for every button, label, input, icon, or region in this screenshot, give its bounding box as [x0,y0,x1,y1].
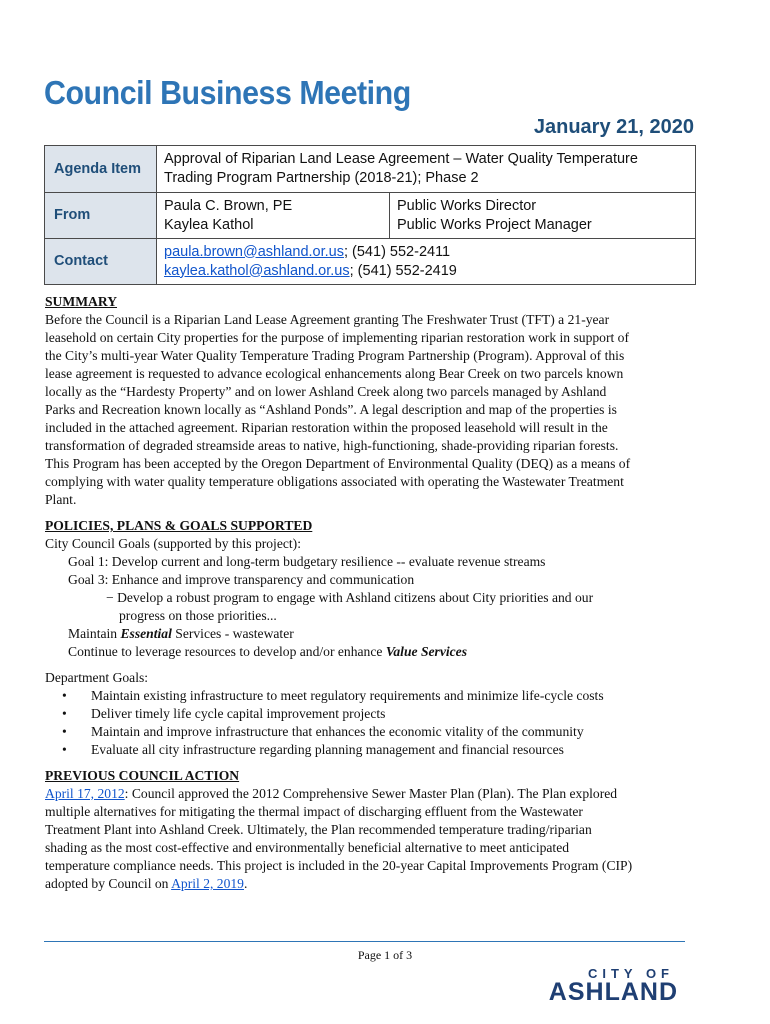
policies-heading: POLICIES, PLANS & GOALS SUPPORTED [45,518,313,533]
from-name: Kaylea Kathol [164,216,254,233]
from-titles [390,193,696,239]
contact-phone: ; (541) 552-2411 [343,243,451,260]
logo-city-of: CITY OF [587,966,674,981]
summary-line: Plant. [45,492,77,507]
summary-paragraph [45,311,705,509]
summary-line: This Program has been accepted by the Oregon Department of Environmental Quality (DEQ) as a means of [45,456,631,471]
logo-ashland: ASHLAND [548,978,678,1006]
previous-line: Treatment Plant into Ashland Creek. Ultimately, the Plan recommended temperature trading/riparian [45,822,592,837]
contact-email-link[interactable]: paula.brown@ashland.or.us [164,243,344,260]
contact-label: Contact [45,239,157,285]
summary-line: transformation of degraded streamside areas to native, high-functioning, shade-providing riparian forests. [45,438,619,453]
summary-line: leasehold on certain City properties for the purpose of implementing riparian restoration work in support of [45,330,630,345]
summary-line: included in the attached agreement. Riparian restoration within the proposed leasehold will result in the [45,420,608,435]
date-link-2012[interactable]: April 17, 2012 [45,786,125,801]
council-goal: Goal 3: Enhance and improve transparency and communication [68,572,415,587]
meeting-date: January 21, 2020 [533,116,694,138]
previous-line: shading as the most cost-effective and environmentally beneficial alternative to meet anticipated [45,840,570,855]
bullet-icon: • [62,688,67,703]
department-goal-item: • Maintain and improve infrastructure that enhances the economic vitality of the community [62,724,584,739]
bullet-icon: • [62,706,67,721]
city-logo [510,966,680,1010]
agenda-item-label: Agenda Item [45,146,157,193]
department-goal-item: • Evaluate all city infrastructure regarding planning management and financial resources [62,742,564,757]
contact-email-link[interactable]: kaylea.kathol@ashland.or.us [164,262,350,279]
contact-value [157,239,696,285]
from-name: Paula C. Brown, PE [164,197,293,214]
previous-action-paragraph: April 17, 2012: Council approved the 2012 Comprehensive Sewer Master Plan (Plan). The Plan explored multiple alternatives for mitigating the thermal impact of discharging effluent from the Wastewater Treatment Plant into Ashland Creek. Ultimately, the Plan recommended temperature trading/riparian shading as the most cost-effective and environmentally beneficial alternative to meet anticipated temperature compliance needs. This project is included in the 20-year Capital Improvements Program (CIP) adopted by Council on April 2, 2019. [45,785,705,893]
from-title: Public Works Project Manager [397,216,592,233]
from-names [157,193,390,239]
summary-line: lease agreement is requested to advance ecological enhancements along Bear Creek on two parcels known [45,366,624,381]
date-link-2019[interactable]: April 2, 2019 [171,876,244,891]
contact-phone: ; (541) 552-2419 [349,262,457,279]
summary-line: locally as the “Hardesty Property” and on lower Ashland Creek along two parcels managed by Ashland [45,384,607,399]
previous-action-heading: PREVIOUS COUNCIL ACTION [45,768,240,783]
summary-line: the City’s multi-year Water Quality Temperature Trading Program Partnership (Program). Approval of this [45,348,625,363]
summary-line: Before the Council is a Riparian Land Lease Agreement granting The Freshwater Trust (TFT) a 21-year [45,312,610,327]
from-title: Public Works Director [397,197,537,214]
value-services-emphasis: Value Services [385,644,468,659]
report-body [45,293,705,893]
summary-line: complying with water quality temperature obligations associated with operating the Wastewater Treatment [45,474,624,489]
agenda-item-value [157,146,696,193]
bullet-icon: • [62,742,67,757]
bullet-icon: • [62,724,67,739]
agenda-info-table [44,145,696,285]
continue-line: Continue to leverage resources to develop and/or enhance Value Services [68,644,468,659]
previous-line: temperature compliance needs. This project is included in the 20-year Capital Improvements Program (CIP) [45,858,633,873]
maintain-line: Maintain Essential Services - wastewater [68,626,294,641]
department-goals-heading: Department Goals: [45,670,149,685]
summary-heading: SUMMARY [45,294,118,309]
summary-line: Parks and Recreation known locally as “Ashland Ponds”. A legal description and map of the properties is [45,402,617,417]
page-number: Page 1 of 3 [357,948,413,962]
essential-emphasis: Essential [120,626,172,641]
goal-sub-item-cont: progress on those priorities... [119,608,277,623]
council-goal: Goal 1: Develop current and long-term budgetary resilience -- evaluate revenue streams [68,554,546,569]
agenda-item-line: Trading Program Partnership (2018-21); Phase 2 [164,170,479,186]
from-label: From [45,193,157,239]
footer-divider [44,941,685,942]
department-goal-item: • Deliver timely life cycle capital improvement projects [62,706,386,721]
page-title: Council Business Meeting [44,74,411,111]
previous-line: multiple alternatives for mitigating the thermal impact of discharging effluent from the Wastewater [45,804,583,819]
department-goal-item: • Maintain existing infrastructure to meet regulatory requirements and minimize life-cycle costs [62,688,604,703]
goal-sub-item: − Develop a robust program to engage with Ashland citizens about City priorities and our [106,590,594,605]
council-goals-intro: City Council Goals (supported by this project): [45,536,301,551]
agenda-item-line: Approval of Riparian Land Lease Agreement – Water Quality Temperature [164,151,638,167]
